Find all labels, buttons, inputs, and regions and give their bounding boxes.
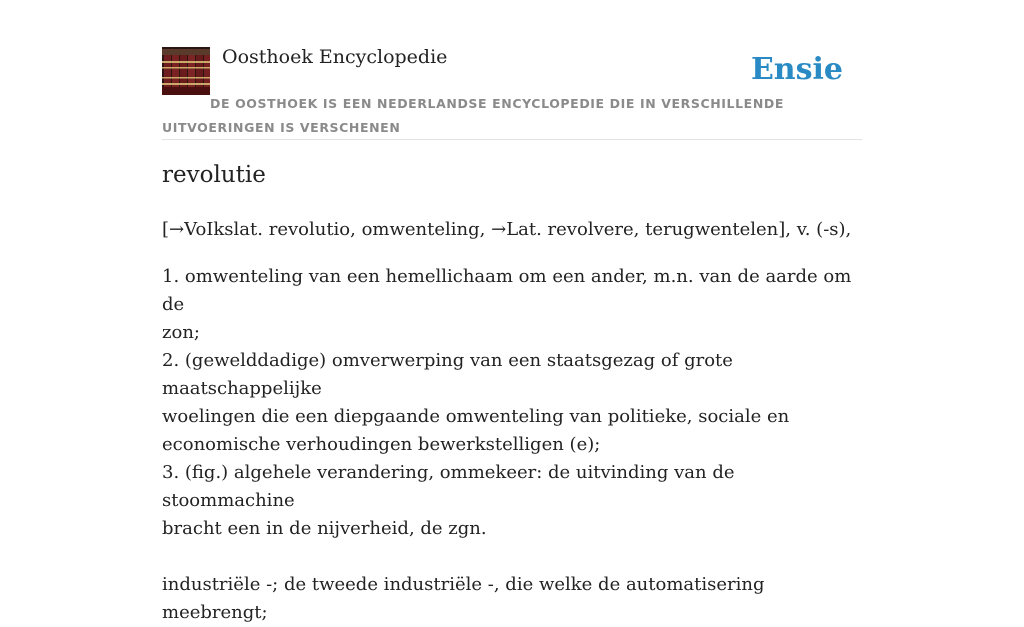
definition-line: economische verhoudingen bewerkstelligen (e);	[162, 434, 601, 455]
definition-line: industriële -; de tweede industriële -, die welke de automatisering meebrengt;	[162, 574, 765, 623]
page-container	[162, 0, 862, 623]
definition-line: 2. (gewelddadige) omverwerping van een staatsgezag of grote maatschappelijke	[162, 350, 733, 399]
site-tagline: DE OOSTHOEK IS EEN NEDERLANDSE ENCYCLOPEDIE DIE IN VERSCHILLENDE UITVOERINGEN IS VERSCHENEN	[162, 96, 784, 135]
definition-line: woelingen die een diepgaande omwenteling van politieke, sociale en	[162, 406, 790, 427]
definition-line: 3. (fig.) algehele verandering, ommekeer: de uitvinding van de stoommachine	[162, 462, 735, 511]
site-logo[interactable]	[162, 47, 210, 95]
encyclopedia-books-icon	[162, 47, 210, 95]
entry-definitions	[162, 263, 862, 627]
definition-line: bracht een in de nijverheid, de zgn.	[162, 518, 487, 539]
paragraph-gap	[162, 543, 862, 571]
entry-etymology: [→VoIkslat. revolutio, omwenteling, →Lat. revolvere, terugwentelen], v. (-s),	[162, 219, 852, 240]
entry-title: revolutie	[162, 162, 266, 188]
definition-line: 1. omwenteling van een hemellichaam om een ander, m.n. van de aarde om de	[162, 266, 852, 315]
site-title-link[interactable]: Oosthoek Encyclopedie	[222, 46, 448, 68]
site-header	[162, 0, 862, 140]
brand-logo-link[interactable]: Ensie	[750, 52, 843, 87]
definition-line: zon;	[162, 322, 200, 343]
